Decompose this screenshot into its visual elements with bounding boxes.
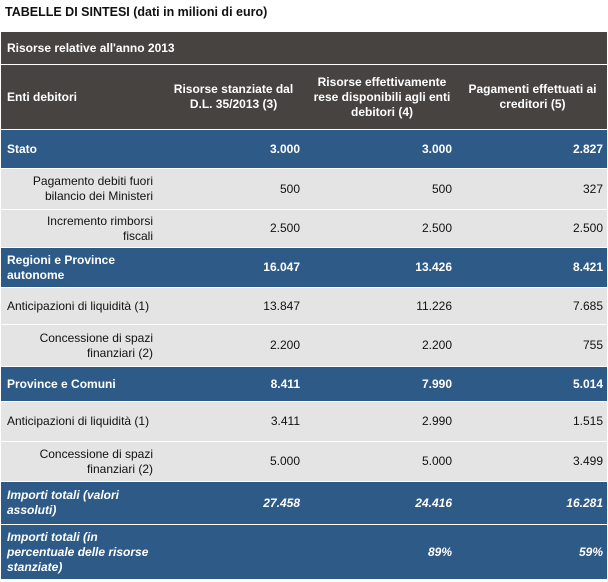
table-header-columns	[1, 65, 607, 130]
row-label: Anticipazioni di liquidità (1)	[7, 414, 150, 428]
row-value-stanziate: 16.047	[263, 260, 300, 274]
row-value-stanziate: 8.411	[270, 376, 300, 391]
table-row	[1, 402, 607, 442]
row-label: Pagamento debiti fuori bilancio dei Ministeri	[32, 174, 153, 203]
col-header-disponibili: Risorse effettivamente rese disponibili agli enti debitori (4)	[313, 74, 451, 119]
table-row-regioni	[1, 248, 607, 288]
row-value-disponibili: 5.000	[421, 454, 452, 468]
table-row-province	[1, 367, 607, 402]
row-value-disponibili: 3.000	[421, 141, 452, 156]
row-value-pagamenti: 755	[582, 338, 603, 352]
row-value-pagamenti: 3.499	[572, 454, 603, 468]
table-row-totali-assoluti	[1, 482, 607, 525]
row-value-stanziate	[161, 525, 306, 579]
row-value-disponibili: 2.990	[421, 414, 452, 428]
row-value-stanziate: 3.000	[269, 141, 300, 156]
row-value-disponibili: 500	[431, 181, 452, 196]
row-value-pagamenti: 2.827	[572, 141, 603, 156]
row-label: Incremento rimborsi fiscali	[46, 213, 153, 243]
row-label: Concessione di spazi finanziari (2)	[39, 446, 153, 476]
table-header-year	[1, 32, 607, 65]
row-value-pagamenti: 8.421	[572, 260, 603, 274]
row-value-stanziate: 27.458	[263, 495, 300, 510]
table-row-totali-percentuale	[1, 525, 607, 580]
row-value-stanziate: 5.000	[269, 454, 300, 468]
year-label: Risorse relative all'anno 2013	[7, 40, 175, 55]
row-value-disponibili: 2.500	[421, 221, 452, 235]
col-header-enti: Enti debitori	[7, 89, 77, 104]
col-header-stanziate: Risorse stanziate dal D.L. 35/2013 (3)	[173, 82, 294, 111]
table-row	[1, 442, 607, 482]
table-row	[1, 210, 607, 248]
row-label: Anticipazioni di liquidità (1)	[7, 298, 150, 313]
summary-table	[1, 32, 607, 580]
row-value-disponibili: 11.226	[416, 298, 452, 313]
page-title: TABELLE DI SINTESI (dati in milioni di euro)	[5, 5, 268, 19]
row-value-stanziate: 500	[279, 181, 300, 196]
row-label: Concessione di spazi finanziari (2)	[39, 330, 153, 360]
row-value-pagamenti: 327	[582, 181, 603, 196]
row-value-stanziate: 2.500	[269, 221, 300, 235]
row-value-disponibili: 89%	[427, 544, 452, 559]
row-label: Regioni e Province autonome	[7, 252, 116, 282]
row-label: Importi totali (in percentuale delle risorse stanziate)	[7, 529, 149, 574]
row-label: Province e Comuni	[7, 376, 116, 391]
row-value-pagamenti: 7.685	[572, 298, 603, 313]
row-value-pagamenti: 1.515	[572, 414, 603, 428]
row-value-disponibili: 2.200	[421, 338, 452, 352]
row-value-pagamenti: 2.500	[572, 221, 603, 235]
row-value-pagamenti: 5.014	[572, 376, 603, 391]
table-row	[1, 169, 607, 210]
table-row-stato	[1, 130, 607, 169]
col-header-pagamenti: Pagamenti effettuati ai creditori (5)	[468, 82, 597, 111]
row-label: Stato	[7, 141, 37, 156]
row-value-pagamenti: 16.281	[566, 495, 603, 510]
table-row	[1, 325, 607, 367]
row-value-disponibili: 13.426	[415, 260, 452, 274]
table-row	[1, 288, 607, 325]
row-value-stanziate: 2.200	[269, 338, 300, 352]
row-label: Importi totali (valori assoluti)	[7, 488, 120, 517]
row-value-disponibili: 7.990	[421, 376, 452, 391]
row-value-disponibili: 24.416	[415, 495, 452, 510]
row-value-stanziate: 13.847	[263, 298, 300, 313]
row-value-stanziate: 3.411	[270, 414, 300, 428]
row-value-pagamenti: 59%	[578, 544, 603, 559]
